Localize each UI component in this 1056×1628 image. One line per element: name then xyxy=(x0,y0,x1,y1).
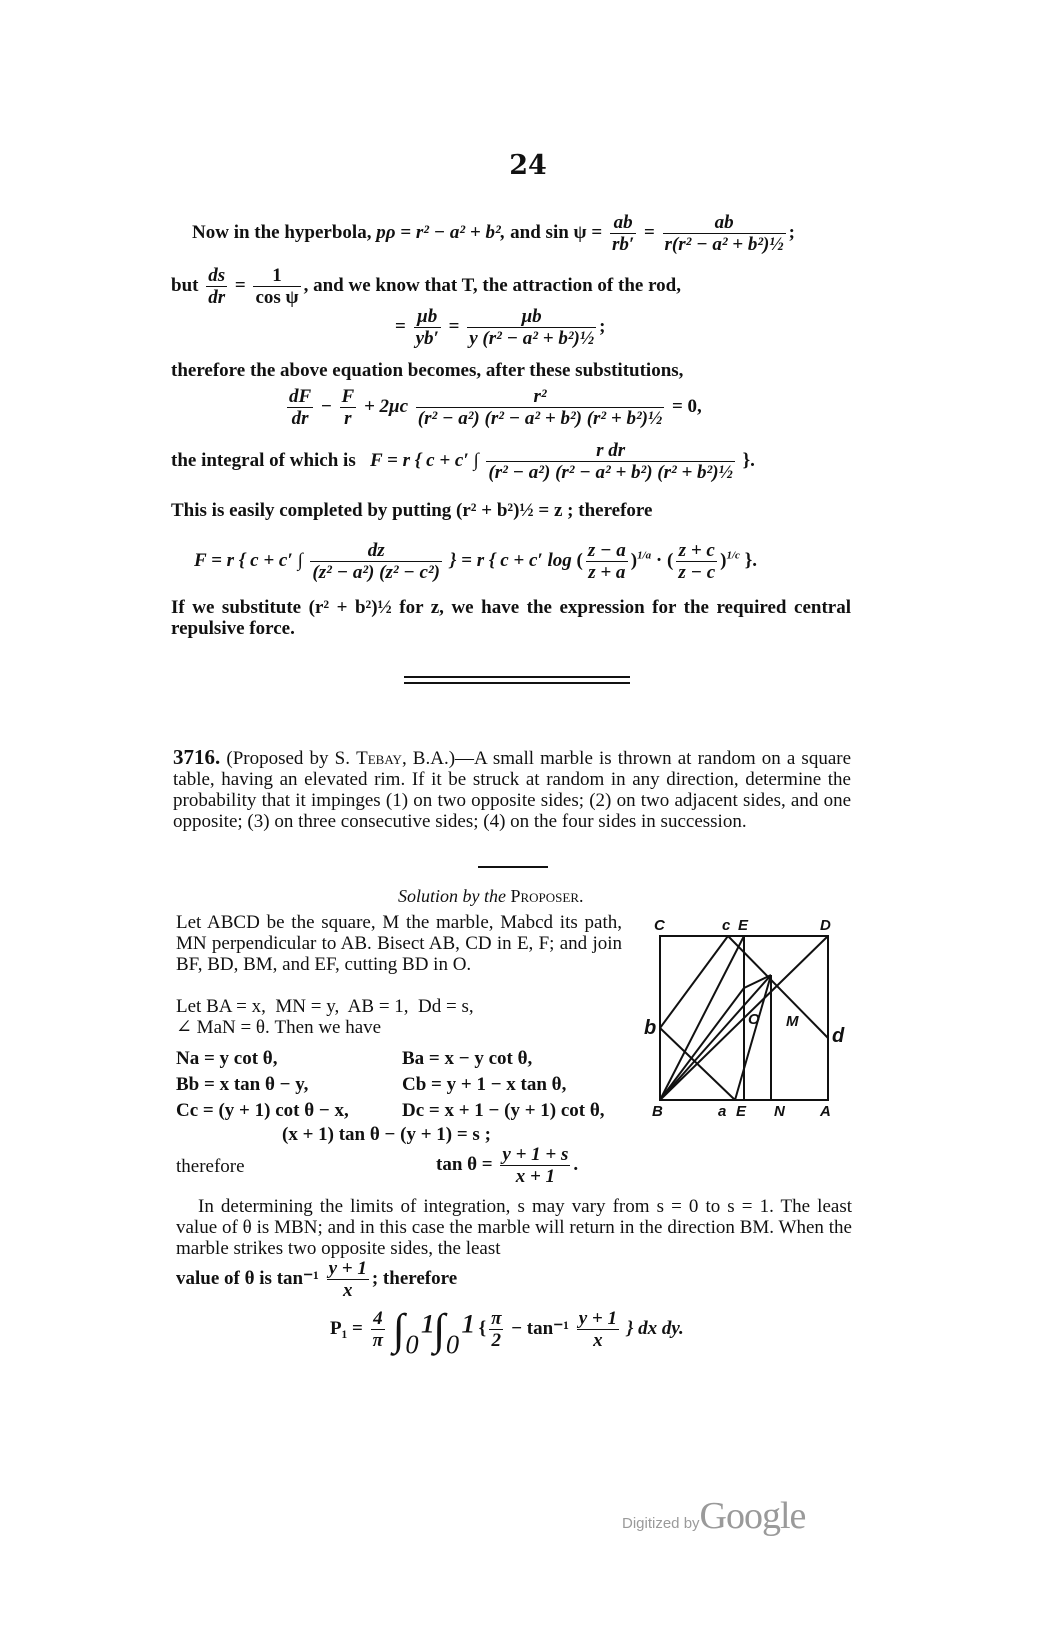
label-b-corner: B xyxy=(652,1103,663,1120)
fraction: $\frac{y + 1 + s}{x + 1}$ xyxy=(502,1144,569,1187)
text: Proposer. xyxy=(510,886,584,906)
least-value-line xyxy=(176,1258,457,1301)
exponent: 1/a xyxy=(637,549,652,562)
attraction-eq: = $\frac{\mu b}{yb'}$ = $\frac{\mu b}{\text{y (r² − a² + b²)½}}$ ; xyxy=(395,306,606,349)
proposer-name: Tebay xyxy=(356,748,402,769)
but-line: but $\frac{ds}{dr}$ = $\frac{1}{\text{cos ψ}}$ , and we know that T, the attraction of the rod, xyxy=(171,265,681,308)
page-number: 24 xyxy=(509,150,547,181)
paragraph: Let BA = x, MN = y, AB = 1, Dd = s, xyxy=(176,996,474,1017)
text-line: This is easily completed by putting (r² + b²)½ = z ; therefore xyxy=(171,500,653,521)
equation: sin ψ = xyxy=(545,221,603,243)
double-integral: ∫₀¹∫₀¹ xyxy=(392,1305,474,1354)
differential-equation: $\frac{dF}{dr}$ − $\frac{F}{r}$ + 2μc $\frac{\text{r²}}{\text{(r² − a²) (r² − a² + b²) (r² + b²)½}}$ = 0, xyxy=(289,386,702,429)
fraction: $\frac{\mu b}{\text{y (r² − a² + b²)½}}$ xyxy=(469,306,595,349)
text: , and we know that T, the attraction of the rod, xyxy=(303,274,681,296)
term: F = r { c + c′ ∫ xyxy=(194,549,303,571)
equation-row: Na = y cot θ, Ba = x − y cot θ, xyxy=(176,1048,533,1069)
paragraph: Let ABCD be the square, M the marble, Mabcd its path, MN perpendicular to AB. Bisect AB, CD in E, F; and join BF, BD, BM, and EF, cutting BD in O. xyxy=(176,912,622,975)
line-bo xyxy=(660,988,744,1100)
line-bf xyxy=(660,936,744,1100)
text: value of θ is tan⁻¹ xyxy=(176,1267,319,1289)
digitized-watermark xyxy=(622,1494,805,1538)
fraction: $\frac{ab}{rb'}$ xyxy=(611,212,635,255)
paragraph: If we substitute (r² + b²)½ for z, we have the expression for the required central repulsive force. xyxy=(171,597,851,639)
equation-list xyxy=(176,1046,605,1124)
integral-line xyxy=(171,440,755,483)
term: } = r { c + c′ log xyxy=(449,549,572,571)
equation: pρ = r² − a² + b², xyxy=(376,221,506,243)
label-b-point: b xyxy=(644,1017,657,1039)
problem-statement xyxy=(173,747,851,832)
text: the integral of which is xyxy=(171,449,356,471)
log-equation: F = r { c + c′ ∫ $\frac{dz}{\text{(z² − a²) (z² − c²)}}$ } = r { c + c′ log ( $\frac{z - a}{z + a}$ )$^{1/a}$ · ( $\frac{z + c}{z - c}$ )$^{1/c}$ }. xyxy=(194,540,757,583)
label-d-corner: D xyxy=(820,917,831,934)
term: tan θ = xyxy=(436,1153,493,1175)
label-n: N xyxy=(774,1103,785,1120)
equation-row: Bb = x tan θ − y, Cb = y + 1 − x tan θ, xyxy=(176,1074,567,1095)
label-e-top: E xyxy=(738,917,749,934)
label-c-corner: C xyxy=(654,917,665,934)
probability-equation: P₁ = $\frac{4}{\pi}$ ∫₀¹∫₀¹ { $\frac{\pi}{2}$ − tan⁻¹ $\frac{y + 1}{x}$ } dx dy. xyxy=(330,1305,684,1354)
equation-row: Cc = (y + 1) cot θ − x, Dc = x + 1 − (y + 1) cot θ, xyxy=(176,1100,605,1121)
text: Solution by the xyxy=(398,886,506,906)
fraction: $\frac{z + c}{z - c}$ xyxy=(678,540,716,583)
label-m: M xyxy=(786,1013,799,1030)
text: Now in the hyperbola, xyxy=(192,221,372,243)
fraction: $\frac{ab}{\text{r(r² − a² + b²)½}}$ xyxy=(664,212,784,255)
solution-heading xyxy=(398,886,584,907)
term: }. xyxy=(742,449,755,471)
hyperbola-line: Now in the hyperbola, pρ = r² − a² + b², and sin ψ = $\frac{ab}{rb'}$ = $\frac{ab}{\text{r(r² − a² + b²)½}}$ ; xyxy=(192,212,795,255)
fraction: $\frac{dz}{\text{(z² − a²) (z² − c²)}}$ xyxy=(312,540,440,583)
square-table-diagram xyxy=(640,910,860,1125)
divider xyxy=(404,682,630,684)
fraction: $\frac{\text{r dr}}{\text{(r² − a²) (r² − a² + b²) (r² + b²)½}}$ xyxy=(488,440,733,483)
text: ; therefore xyxy=(371,1267,458,1289)
term: } dx dy. xyxy=(626,1317,684,1339)
label-d-point: d xyxy=(832,1025,845,1047)
equation: (x + 1) tan θ − (y + 1) = s ; xyxy=(282,1124,491,1145)
divider xyxy=(478,866,548,868)
fraction: $\frac{4}{\pi}$ xyxy=(372,1308,384,1351)
google-logo-text: Google xyxy=(699,1495,806,1537)
fraction: $\frac{z - a}{z + a}$ xyxy=(587,540,626,583)
fraction: $\frac{F}{r}$ xyxy=(341,386,355,429)
fraction: $\frac{dF}{dr}$ xyxy=(289,386,312,429)
label-o: O xyxy=(748,1011,760,1028)
text-line: therefore the above equation becomes, after these substitutions, xyxy=(171,360,684,381)
fraction: $\frac{\mu b}{yb'}$ xyxy=(415,306,439,349)
term: P₁ = xyxy=(330,1317,363,1339)
text: , B.A.)— xyxy=(401,748,475,769)
term: − tan⁻¹ xyxy=(511,1317,569,1339)
term: F = r { c + c′ ∫ xyxy=(369,449,479,471)
term: = 0, xyxy=(671,395,702,417)
term: + 2μc xyxy=(363,395,409,417)
fraction: $\frac{\text{r²}}{\text{(r² − a²) (r² − a² + b²) (r² + b²)½}}$ xyxy=(417,386,663,429)
text: and xyxy=(510,221,541,243)
paragraph: In determining the limits of integration, s may vary from s = 0 to s = 1. The least value of θ is MBN; and in this case the marble will return in the direction BM. When the marble strikes two opposite sides, the least xyxy=(176,1196,852,1259)
text: (Proposed by S. xyxy=(226,748,350,769)
paragraph: ∠ MaN = θ. Then we have xyxy=(176,1017,382,1038)
label-e-bottom: E xyxy=(736,1103,747,1120)
text: A small marble is thrown at random on a square table, having an elevated rim. If it be struck at random in any direction, determine the probability that it impinges (1) on two opposite sides; (2) on two adjacent sides, and one opposite; (3) on three consecutive sides; (4) on the four sides in succession. xyxy=(173,748,852,832)
fraction: $\frac{y + 1}{x}$ xyxy=(328,1258,367,1301)
label-c-point: c xyxy=(722,917,731,934)
fraction: $\frac{\pi}{2}$ xyxy=(491,1308,502,1351)
fraction: $\frac{ds}{dr}$ xyxy=(208,265,226,308)
tan-equation: tan θ = $\frac{y + 1 + s}{x + 1}$ . xyxy=(436,1144,579,1187)
text: therefore xyxy=(176,1156,245,1177)
watermark-text: Digitized by xyxy=(622,1515,700,1532)
fraction: $\frac{1}{\text{cos ψ}}$ xyxy=(255,265,299,308)
exponent: 1/c xyxy=(726,549,740,562)
problem-number: 3716. xyxy=(173,745,221,769)
label-a-corner: A xyxy=(820,1103,831,1120)
path-bc xyxy=(660,936,728,1028)
text: but xyxy=(171,274,199,296)
divider xyxy=(404,676,630,678)
fraction: $\frac{y + 1}{x}$ xyxy=(578,1308,617,1351)
label-a-point: a xyxy=(718,1103,727,1120)
